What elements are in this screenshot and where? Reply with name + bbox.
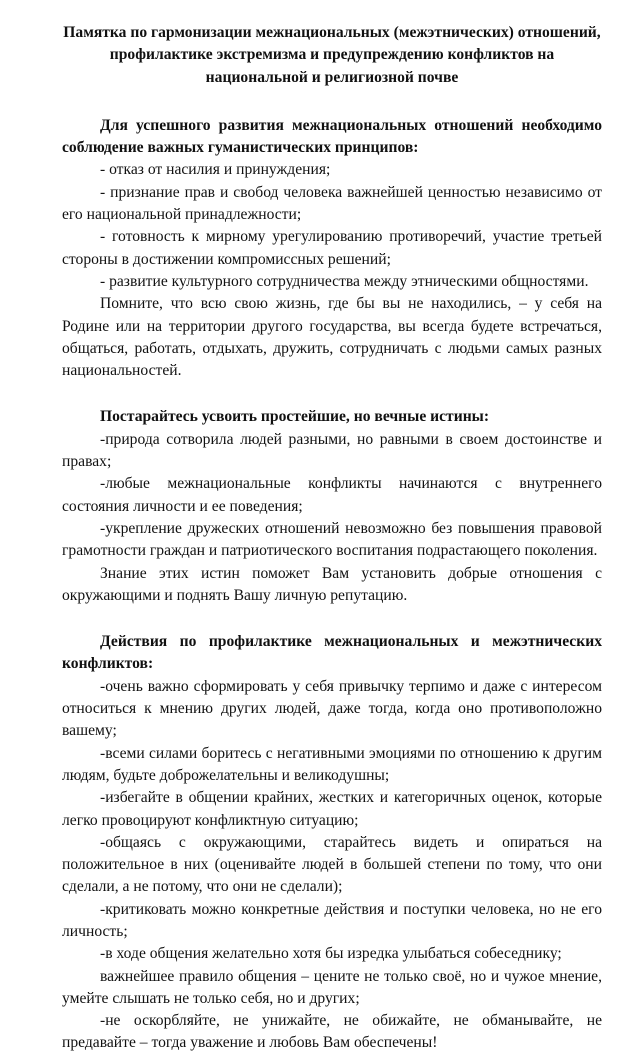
section-prevention (62, 631, 602, 1055)
list-item: -любые межнациональные конфликты начинаются с внутреннего состояния личности и ее поведения; (62, 475, 602, 515)
paragraph: Помните, что всю свою жизнь, где бы вы не находились, – у себя на Родине или на территории другого государства, вы всегда будете встречаться, общаться, работать, отдыхать, дружить, сотрудничать с людьми самых разных национальностей. (62, 295, 602, 380)
list-item: -критиковать можно конкретные действия и поступки человека, но не его личность; (62, 900, 602, 940)
list-item: -укрепление дружеских отношений невозможно без повышения правовой грамотности граждан и патриотического воспитания подрастающего поколения. (62, 519, 602, 560)
list-item: -в ходе общения желательно хотя бы изредка улыбаться собеседнику; (100, 945, 562, 963)
document-title: Памятка по гармонизации межнациональных (межэтнических) отношений, профилактике экстремизма и предупреждению конфликтов на национальной и религиозной почве (63, 24, 601, 86)
section-truths (62, 406, 602, 607)
list-item: -избегайте в общении крайних, жестких и категоричных оценок, которые легко провоцируют конфликтную ситуацию; (62, 789, 602, 829)
section-principles (62, 115, 602, 383)
list-item: - отказ от насилия и принуждения; (100, 161, 331, 179)
section-heading: Постарайтесь усвоить простейшие, но вечные истины: (100, 408, 490, 426)
paragraph: Знание этих истин поможет Вам установить добрые отношения с окружающими и поднять Вашу личную репутацию. (62, 564, 602, 604)
list-item: -природа сотворила людей разными, но равными в своем достоинстве и правах; (62, 430, 602, 471)
list-item: -всеми силами боритесь с негативными эмоциями по отношению к другим людям, будьте доброжелательны и великодушны; (62, 744, 602, 784)
section-heading: Действия по профилактике межнациональных и межэтнических конфликтов: (62, 633, 602, 673)
section-heading: Для успешного развития межнациональных отношений необходимо соблюдение важных гуманистических принципов: (62, 116, 602, 157)
list-item: -общаясь с окружающими, старайтесь видеть и опираться на положительное в них (оценивайте людей в большей степени по тому, что они сделали, а не потому, что они не сделали); (62, 833, 602, 896)
list-item: -очень важно сформировать у себя привычку терпимо и даже с интересом относиться к мнению других людей, даже тогда, когда оно противоположно вашему; (62, 677, 602, 740)
list-item: важнейшее правило общения – цените не только своё, но и чужое мнение, умейте слышать не только себя, но и других; (62, 967, 602, 1007)
list-item: -не оскорбляйте, не унижайте, не обижайте, не обманывайте, не предавайте – тогда уважение и любовь Вам обеспечены! (62, 1012, 602, 1052)
memo-document (62, 22, 602, 1055)
list-item: - признание прав и свобод человека важнейшей ценностью независимо от его национальной принадлежности; (62, 183, 602, 224)
list-item: - готовность к мирному урегулированию противоречий, участие третьей стороны в достижении компромиссных решений; (62, 228, 602, 268)
list-item: - развитие культурного сотрудничества между этническими общностями. (100, 272, 589, 290)
